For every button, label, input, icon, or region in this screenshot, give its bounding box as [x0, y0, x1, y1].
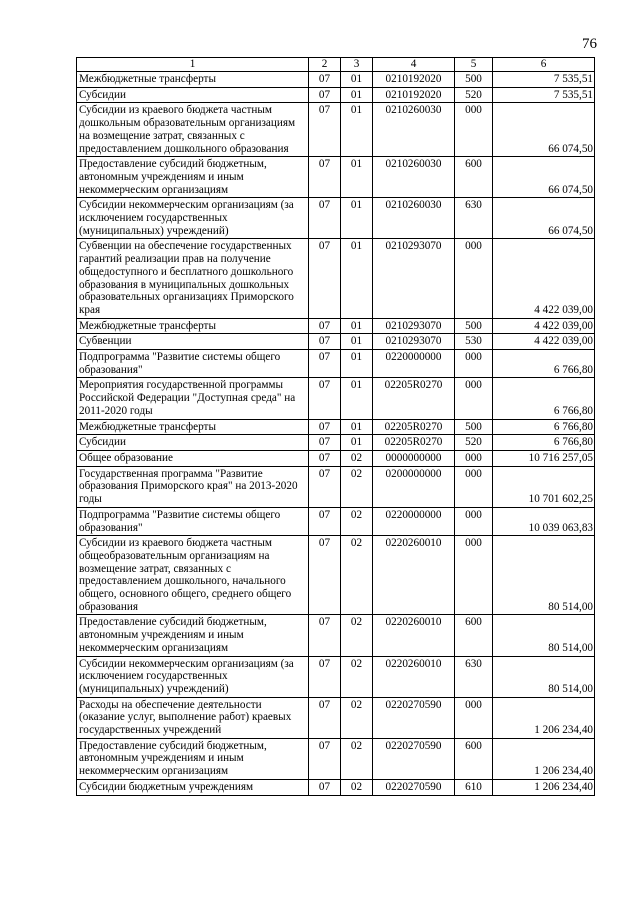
target-code: 02205R0270	[373, 378, 455, 419]
section-code: 07	[309, 435, 341, 451]
item-name: Субсидии	[77, 435, 309, 451]
section-code: 07	[309, 779, 341, 795]
table-row	[77, 72, 595, 88]
expense-type-code: 530	[455, 334, 493, 350]
target-code: 0000000000	[373, 450, 455, 466]
subsection-code: 02	[341, 507, 373, 535]
subsection-code: 01	[341, 318, 373, 334]
target-code: 0220270590	[373, 779, 455, 795]
expense-type-code: 500	[455, 318, 493, 334]
subsection-code: 01	[341, 72, 373, 88]
section-code: 07	[309, 466, 341, 507]
table-row	[77, 318, 595, 334]
item-name: Предоставление субсидий бюджетным, автономным учреждениям и иным некоммерческим организациям	[77, 738, 309, 779]
amount: 7 535,51	[493, 87, 595, 103]
subsection-code: 01	[341, 435, 373, 451]
expense-type-code: 000	[455, 378, 493, 419]
subsection-code: 02	[341, 466, 373, 507]
amount: 80 514,00	[493, 615, 595, 656]
item-name: Предоставление субсидий бюджетным, автономным учреждениям и иным некоммерческим организациям	[77, 615, 309, 656]
item-name: Межбюджетные трансферты	[77, 72, 309, 88]
expense-type-code: 520	[455, 435, 493, 451]
subsection-code: 01	[341, 350, 373, 378]
target-code: 0220270590	[373, 697, 455, 738]
target-code: 0210192020	[373, 87, 455, 103]
table-row	[77, 239, 595, 318]
table-body	[77, 72, 595, 796]
expense-type-code: 000	[455, 507, 493, 535]
table-row	[77, 419, 595, 435]
amount: 66 074,50	[493, 103, 595, 157]
subsection-code: 01	[341, 239, 373, 318]
item-name: Субсидии некоммерческим организациям (за исключением государственных (муниципальных) учреждений)	[77, 656, 309, 697]
expense-type-code: 000	[455, 466, 493, 507]
target-code: 0210260030	[373, 103, 455, 157]
expense-type-code: 500	[455, 72, 493, 88]
target-code: 0210260030	[373, 157, 455, 198]
item-name: Мероприятия государственной программы Российской Федерации "Доступная среда" на 2011-2020 годы	[77, 378, 309, 419]
budget-table	[76, 57, 595, 796]
target-code: 02205R0270	[373, 435, 455, 451]
item-name: Субсидии некоммерческим организациям (за исключением государственных (муниципальных) учреждений)	[77, 198, 309, 239]
target-code: 0210293070	[373, 318, 455, 334]
header-col-1: 1	[77, 58, 309, 72]
amount: 1 206 234,40	[493, 738, 595, 779]
amount: 6 766,80	[493, 378, 595, 419]
expense-type-code: 500	[455, 419, 493, 435]
table-row	[77, 103, 595, 157]
amount: 6 766,80	[493, 419, 595, 435]
target-code: 0200000000	[373, 466, 455, 507]
subsection-code: 01	[341, 198, 373, 239]
expense-type-code: 610	[455, 779, 493, 795]
item-name: Субсидии	[77, 87, 309, 103]
item-name: Государственная программа "Развитие образования Приморского края" на 2013-2020 годы	[77, 466, 309, 507]
expense-type-code: 000	[455, 697, 493, 738]
item-name: Межбюджетные трансферты	[77, 419, 309, 435]
table-row	[77, 779, 595, 795]
table-header-row	[77, 58, 595, 72]
amount: 1 206 234,40	[493, 779, 595, 795]
expense-type-code: 600	[455, 615, 493, 656]
target-code: 0210260030	[373, 198, 455, 239]
section-code: 07	[309, 615, 341, 656]
section-code: 07	[309, 697, 341, 738]
section-code: 07	[309, 536, 341, 615]
subsection-code: 02	[341, 656, 373, 697]
section-code: 07	[309, 103, 341, 157]
target-code: 0220270590	[373, 738, 455, 779]
table-row	[77, 87, 595, 103]
section-code: 07	[309, 318, 341, 334]
subsection-code: 02	[341, 536, 373, 615]
header-col-3: 3	[341, 58, 373, 72]
subsection-code: 02	[341, 450, 373, 466]
item-name: Субвенции	[77, 334, 309, 350]
section-code: 07	[309, 239, 341, 318]
item-name: Подпрограмма "Развитие системы общего образования"	[77, 350, 309, 378]
subsection-code: 01	[341, 87, 373, 103]
amount: 7 535,51	[493, 72, 595, 88]
target-code: 0210293070	[373, 334, 455, 350]
amount: 66 074,50	[493, 157, 595, 198]
expense-type-code: 600	[455, 157, 493, 198]
table-row	[77, 198, 595, 239]
amount: 10 716 257,05	[493, 450, 595, 466]
target-code: 0220260010	[373, 615, 455, 656]
table-row	[77, 507, 595, 535]
subsection-code: 01	[341, 419, 373, 435]
subsection-code: 02	[341, 779, 373, 795]
subsection-code: 02	[341, 697, 373, 738]
table-row	[77, 466, 595, 507]
item-name: Подпрограмма "Развитие системы общего образования"	[77, 507, 309, 535]
header-col-2: 2	[309, 58, 341, 72]
expense-type-code: 000	[455, 239, 493, 318]
item-name: Субвенции на обеспечение государственных гарантий реализации прав на получение общедоступного и бесплатного дошкольного образования в муниципальных дошкольных образовательных организациях Приморского края	[77, 239, 309, 318]
subsection-code: 01	[341, 103, 373, 157]
item-name: Межбюджетные трансферты	[77, 318, 309, 334]
table-row	[77, 435, 595, 451]
expense-type-code: 000	[455, 350, 493, 378]
section-code: 07	[309, 378, 341, 419]
amount: 6 766,80	[493, 350, 595, 378]
amount: 80 514,00	[493, 536, 595, 615]
expense-type-code: 630	[455, 656, 493, 697]
subsection-code: 01	[341, 334, 373, 350]
expense-type-code: 000	[455, 536, 493, 615]
subsection-code: 02	[341, 615, 373, 656]
section-code: 07	[309, 656, 341, 697]
item-name: Субсидии бюджетным учреждениям	[77, 779, 309, 795]
subsection-code: 02	[341, 738, 373, 779]
target-code: 0210192020	[373, 72, 455, 88]
header-col-6: 6	[493, 58, 595, 72]
section-code: 07	[309, 87, 341, 103]
section-code: 07	[309, 507, 341, 535]
target-code: 0220000000	[373, 507, 455, 535]
expense-type-code: 630	[455, 198, 493, 239]
target-code: 0220000000	[373, 350, 455, 378]
item-name: Субсидии из краевого бюджета частным общеобразовательным организациям на возмещение затрат, связанных с предоставлением дошкольного, начального общего, основного общего, среднего общего образования	[77, 536, 309, 615]
table-row	[77, 350, 595, 378]
amount: 4 422 039,00	[493, 334, 595, 350]
section-code: 07	[309, 198, 341, 239]
table-row	[77, 536, 595, 615]
table-row	[77, 615, 595, 656]
target-code: 0210293070	[373, 239, 455, 318]
table-row	[77, 450, 595, 466]
item-name: Предоставление субсидий бюджетным, автономным учреждениям и иным некоммерческим организациям	[77, 157, 309, 198]
section-code: 07	[309, 72, 341, 88]
expense-type-code: 000	[455, 103, 493, 157]
amount: 6 766,80	[493, 435, 595, 451]
section-code: 07	[309, 450, 341, 466]
amount: 4 422 039,00	[493, 239, 595, 318]
table-row	[77, 738, 595, 779]
amount: 66 074,50	[493, 198, 595, 239]
table-row	[77, 157, 595, 198]
target-code: 0220260010	[373, 656, 455, 697]
table-row	[77, 378, 595, 419]
amount: 10 039 063,83	[493, 507, 595, 535]
table-row	[77, 697, 595, 738]
table-row	[77, 656, 595, 697]
section-code: 07	[309, 157, 341, 198]
header-col-4: 4	[373, 58, 455, 72]
subsection-code: 01	[341, 157, 373, 198]
item-name: Субсидии из краевого бюджета частным дошкольным образовательным организациям на возмещение затрат, связанных с предоставлением дошкольного образования	[77, 103, 309, 157]
target-code: 0220260010	[373, 536, 455, 615]
section-code: 07	[309, 419, 341, 435]
amount: 4 422 039,00	[493, 318, 595, 334]
section-code: 07	[309, 334, 341, 350]
expense-type-code: 600	[455, 738, 493, 779]
amount: 80 514,00	[493, 656, 595, 697]
item-name: Расходы на обеспечение деятельности (оказание услуг, выполнение работ) краевых государственных учреждений	[77, 697, 309, 738]
expense-type-code: 000	[455, 450, 493, 466]
page-number: 76	[582, 36, 597, 52]
expense-type-code: 520	[455, 87, 493, 103]
section-code: 07	[309, 738, 341, 779]
target-code: 02205R0270	[373, 419, 455, 435]
amount: 1 206 234,40	[493, 697, 595, 738]
subsection-code: 01	[341, 378, 373, 419]
section-code: 07	[309, 350, 341, 378]
item-name: Общее образование	[77, 450, 309, 466]
amount: 10 701 602,25	[493, 466, 595, 507]
table-row	[77, 334, 595, 350]
header-col-5: 5	[455, 58, 493, 72]
